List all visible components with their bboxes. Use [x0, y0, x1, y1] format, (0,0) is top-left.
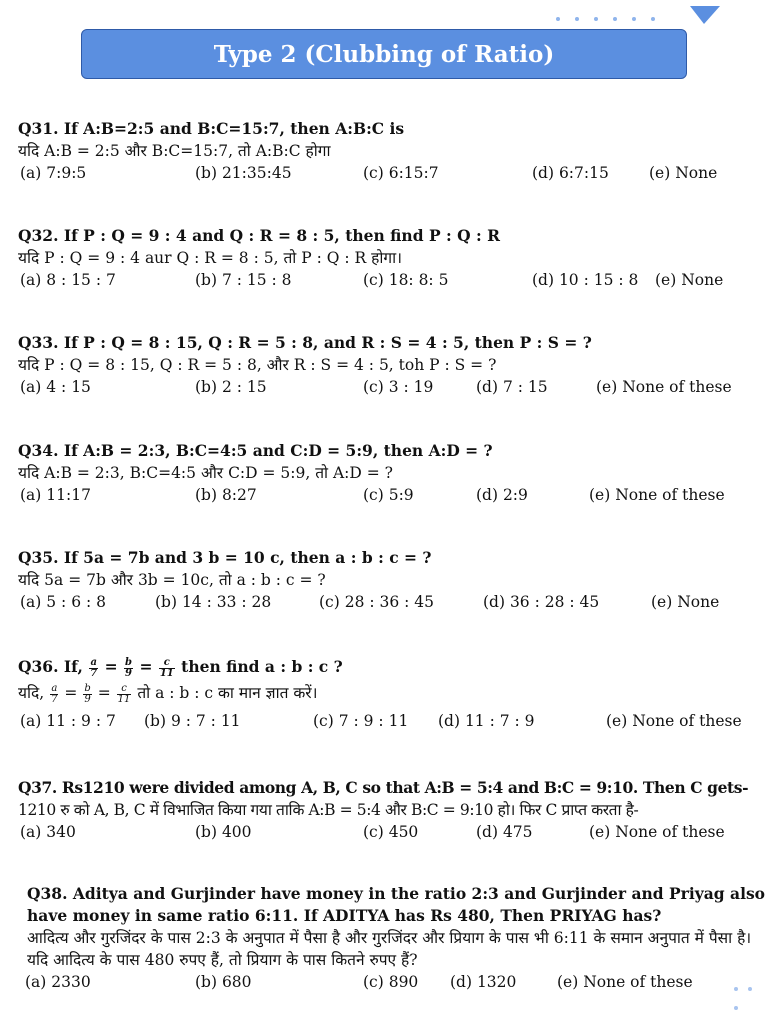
- options-row: [18, 710, 766, 732]
- option-b: (b) 400: [195, 823, 252, 841]
- question-37: [18, 777, 766, 843]
- question-34: [18, 440, 766, 506]
- option-e: (e) None of these: [606, 712, 742, 730]
- option-b: (b) 21:35:45: [195, 164, 292, 182]
- question-text-en: Q38. Aditya and Gurjinder have money in the ratio 2:3 and Gurjinder and Priyag also have money in same ratio 6:11. If ADITYA has Rs 480, Then PRIYAG has?: [27, 884, 766, 925]
- question-text-en: Q31. If A:B=2:5 and B:C=15:7, then A:B:C is: [18, 119, 405, 138]
- option-e: (e) None: [649, 164, 718, 182]
- option-a: (a) 4 : 15: [20, 378, 91, 396]
- question-text-hi: यदि P : Q = 8 : 15, Q : R = 5 : 8, और R : S = 4 : 5, toh P : S = ?: [18, 356, 497, 374]
- option-d: (d) 475: [476, 823, 533, 841]
- fraction-b: $\frac{b}{9}$: [84, 682, 91, 705]
- option-b: (b) 14 : 33 : 28: [155, 593, 272, 611]
- option-d: (d) 36 : 28 : 45: [483, 593, 600, 611]
- option-c: (c) 18: 8: 5: [363, 271, 449, 289]
- question-text-hi: यदि A:B = 2:3, B:C=4:5 और C:D = 5:9, तो A:D = ?: [18, 464, 393, 482]
- options-row: [18, 591, 766, 613]
- option-d: (d) 7 : 15: [476, 378, 548, 396]
- option-e: (e) None: [655, 271, 724, 289]
- question-suffix-en: then find a : b : c ?: [181, 657, 343, 676]
- options-row: [18, 269, 766, 291]
- question-35: [18, 547, 766, 613]
- section-title-banner: [81, 29, 687, 79]
- option-a: (a) 11:17: [20, 486, 91, 504]
- option-a: (a) 5 : 6 : 8: [20, 593, 106, 611]
- option-e: (e) None: [651, 593, 720, 611]
- question-31: [18, 118, 766, 184]
- decorative-triangle-icon: [690, 6, 720, 24]
- question-33: [18, 332, 766, 398]
- equals-sign: =: [64, 684, 78, 702]
- question-text-en: Q37. Rs1210 were divided among A, B, C so that A:B = 5:4 and B:C = 9:10. Then C gets-: [18, 778, 749, 797]
- option-b: (b) 8:27: [195, 486, 257, 504]
- option-c: (c) 3 : 19: [363, 378, 434, 396]
- option-e: (e) None of these: [596, 378, 732, 396]
- options-row: [18, 162, 766, 184]
- option-a: (a) 2330: [25, 973, 91, 991]
- fraction-c: $\frac{c}{11}$: [159, 656, 174, 679]
- option-e: (e) None of these: [589, 486, 725, 504]
- option-c: (c) 7 : 9 : 11: [313, 712, 409, 730]
- equals-sign: =: [139, 657, 153, 676]
- question-text-en: Q35. If 5a = 7b and 3 b = 10 c, then a : b : c = ?: [18, 548, 432, 567]
- section-title: Type 2 (Clubbing of Ratio): [213, 40, 555, 68]
- question-prefix-hi: यदि,: [18, 684, 45, 702]
- option-c: (c) 28 : 36 : 45: [319, 593, 435, 611]
- option-b: (b) 680: [195, 973, 252, 991]
- option-b: (b) 7 : 15 : 8: [195, 271, 292, 289]
- question-text-hi: यदि 5a = 7b और 3b = 10c, तो a : b : c = ?: [18, 571, 326, 589]
- question-text-en: Q32. If P : Q = 9 : 4 and Q : R = 8 : 5, then find P : Q : R: [18, 226, 501, 245]
- fraction-b: $\frac{b}{9}$: [125, 656, 133, 679]
- question-text-hi: आदित्य और गुरजिंदर के पास 2:3 के अनुपात में पैसा है और गुरजिंदर और प्रियाग के पास भी 6:11 के समान अनुपात में पैसा है। यदि आदित्य के पास 480 रुपए हैं, तो प्रियाग के पास कितने रुपए हैं?: [27, 929, 752, 969]
- question-text-hi: यदि A:B = 2:5 और B:C=15:7, तो A:B:C होगा: [18, 142, 331, 160]
- fraction-a: $\frac{a}{7}$: [51, 682, 58, 705]
- option-a: (a) 340: [20, 823, 76, 841]
- options-row: [18, 376, 766, 398]
- question-38: [27, 883, 768, 993]
- option-b: (b) 9 : 7 : 11: [144, 712, 241, 730]
- question-text-hi: यदि P : Q = 9 : 4 aur Q : R = 8 : 5, तो P : Q : R होगा।: [18, 249, 402, 267]
- decorative-dots-top: [556, 6, 670, 25]
- option-c: (c) 5:9: [363, 486, 414, 504]
- option-a: (a) 7:9:5: [20, 164, 87, 182]
- question-32: [18, 225, 766, 291]
- options-row: [18, 484, 766, 506]
- question-suffix-hi: तो a : b : c का मान ज्ञात करें।: [137, 684, 318, 702]
- option-e: (e) None of these: [589, 823, 725, 841]
- option-a: (a) 11 : 9 : 7: [20, 712, 116, 730]
- question-text-en: Q34. If A:B = 2:3, B:C=4:5 and C:D = 5:9, then A:D = ?: [18, 441, 493, 460]
- option-d: (d) 6:7:15: [532, 164, 609, 182]
- equals-sign: =: [97, 684, 111, 702]
- option-d: (d) 11 : 7 : 9: [438, 712, 535, 730]
- option-d: (d) 1320: [450, 973, 517, 991]
- question-prefix-en: Q36. If,: [18, 657, 83, 676]
- fraction-a: $\frac{a}{7}$: [90, 656, 98, 679]
- option-c: (c) 890: [363, 973, 419, 991]
- option-c: (c) 6:15:7: [363, 164, 439, 182]
- question-text-en: [18, 656, 766, 682]
- options-row: [27, 971, 768, 993]
- equals-sign: =: [104, 657, 118, 676]
- option-d: (d) 10 : 15 : 8: [532, 271, 639, 289]
- fraction-c: $\frac{c}{11}$: [117, 682, 131, 705]
- question-text-hi: [18, 682, 766, 710]
- question-text-en: Q33. If P : Q = 8 : 15, Q : R = 5 : 8, and R : S = 4 : 5, then P : S = ?: [18, 333, 592, 352]
- option-e: (e) None of these: [557, 973, 693, 991]
- question-36: [18, 656, 766, 732]
- option-c: (c) 450: [363, 823, 419, 841]
- option-b: (b) 2 : 15: [195, 378, 267, 396]
- question-text-hi: 1210 रु को A, B, C में विभाजित किया गया ताकि A:B = 5:4 और B:C = 9:10 हो। फिर C प्राप्त करता है-: [18, 801, 639, 819]
- option-a: (a) 8 : 15 : 7: [20, 271, 116, 289]
- options-row: [18, 821, 766, 843]
- option-d: (d) 2:9: [476, 486, 528, 504]
